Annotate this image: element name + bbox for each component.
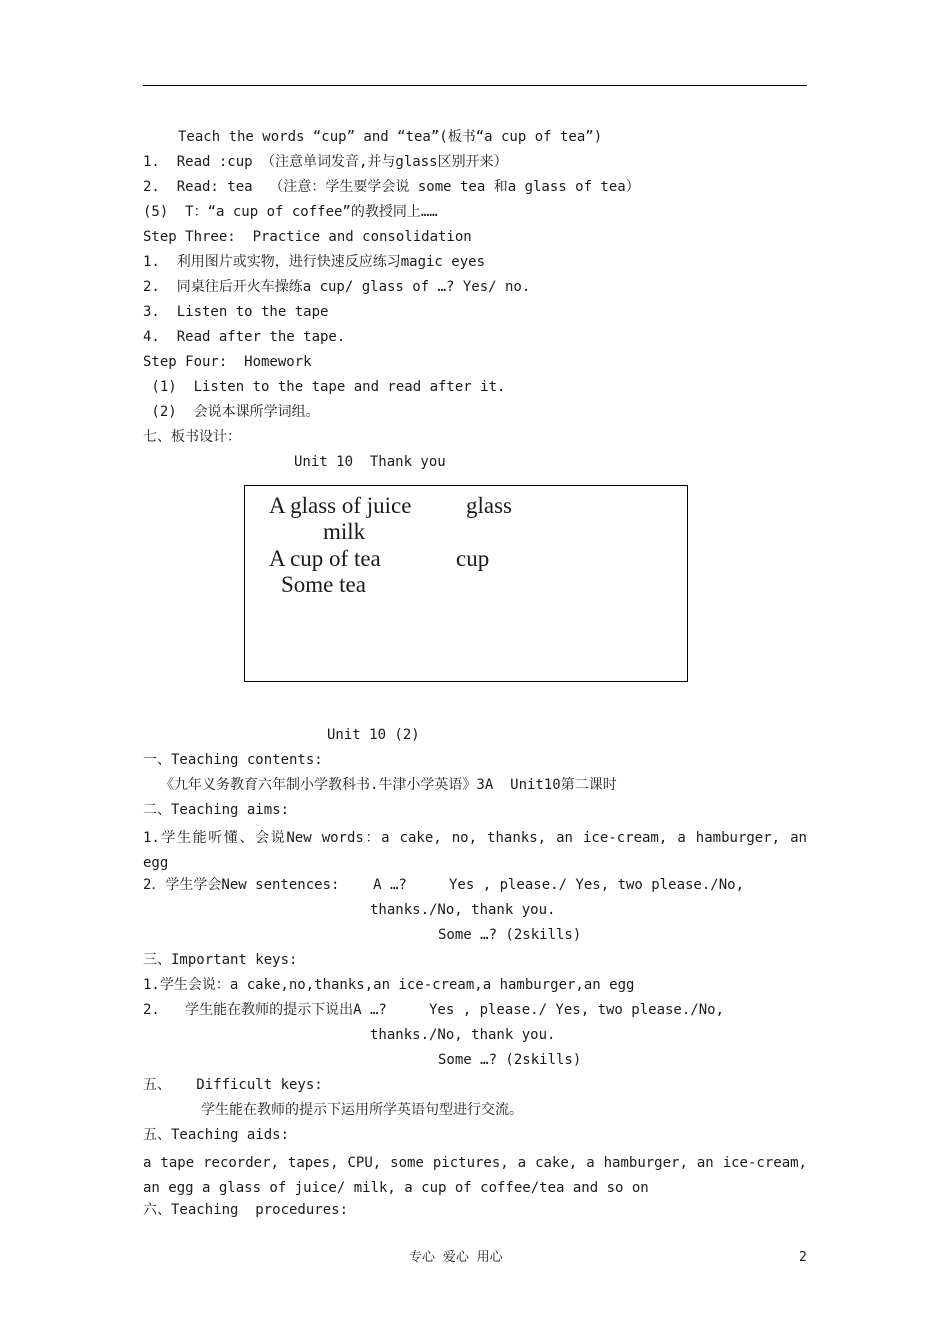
text-line: (2) 会说本课所学词组。	[143, 404, 320, 420]
section-heading: 五、 Difficult keys:	[143, 1077, 323, 1093]
text-paragraph: 1.学生能听懂、会说New words：a cake, no, thanks, an ice-cream, a hamburger, an egg	[143, 830, 807, 871]
text-line: thanks./No, thank you.	[370, 902, 556, 918]
text-line: 2. 同桌往后开火车操练a cup/ glass of …? Yes/ no.	[143, 279, 531, 295]
section-heading: 六、Teaching procedures:	[143, 1202, 349, 1218]
board-word: cup	[456, 546, 490, 571]
text-line: 2. Read: tea （注意：学生要学会说 some tea 和a glass of tea）	[143, 179, 640, 195]
text-line: 2．学生学会New sentences: A …? Yes , please./ Yes, two please./No,	[143, 877, 745, 893]
section-heading: 五、Teaching aids:	[143, 1127, 290, 1143]
text-line: 学生能在教师的提示下运用所学英语句型进行交流。	[201, 1102, 523, 1118]
text-line: 1. 利用图片或实物，进行快速反应练习magic eyes	[143, 254, 486, 270]
blackboard-design-box	[244, 485, 688, 682]
text-line: Some …? (2skills)	[438, 1052, 582, 1068]
text-line: 《九年义务教育六年制小学教科书.牛津小学英语》3A Unit10第二课时	[160, 777, 617, 793]
text-line: 4. Read after the tape.	[143, 329, 346, 345]
lesson-title: Unit 10 (2)	[327, 727, 420, 743]
text-line: 1. Read :cup （注意单词发音,并与glass区别开来）	[143, 154, 508, 170]
board-phrase: A glass of juice	[269, 493, 412, 518]
text-line: (1) Listen to the tape and read after it.	[143, 379, 506, 395]
header-rule	[143, 85, 807, 86]
section-heading: 七、板书设计：	[143, 429, 241, 445]
board-word: milk	[323, 519, 366, 544]
text-line: 2. 学生能在教师的提示下说出A …? Yes , please./ Yes, two please./No,	[143, 1002, 725, 1018]
board-title: Unit 10 Thank you	[294, 454, 446, 470]
text-line: Some …? (2skills)	[438, 927, 582, 943]
section-heading: 二、Teaching aims:	[143, 802, 290, 818]
board-phrase: Some tea	[281, 572, 366, 597]
section-heading: 一、Teaching contents:	[143, 752, 323, 768]
step-heading: Step Four: Homework	[143, 354, 312, 370]
text-paragraph: a tape recorder, tapes, CPU, some pictures, a cake, a hamburger, an ice-cream, an egg a glass of juice/ milk, a cup of coffee/tea and so on	[143, 1155, 807, 1196]
footer-motto: 专心 爱心 用心	[409, 1250, 503, 1265]
text-line: 1.学生会说：a cake,no,thanks,an ice-cream,a hamburger,an egg	[143, 977, 635, 993]
text-line: (5) T：“a cup of coffee”的教授同上……	[143, 204, 438, 220]
board-word: glass	[466, 493, 512, 518]
page-number: 2	[799, 1250, 807, 1265]
board-phrase: A cup of tea	[269, 546, 381, 571]
text-line: Teach the words “cup” and “tea”(板书“a cup of tea”)	[178, 129, 603, 145]
text-line: thanks./No, thank you.	[370, 1027, 556, 1043]
step-heading: Step Three: Practice and consolidation	[143, 229, 472, 245]
section-heading: 三、Important keys:	[143, 952, 298, 968]
text-line: 3. Listen to the tape	[143, 304, 329, 320]
